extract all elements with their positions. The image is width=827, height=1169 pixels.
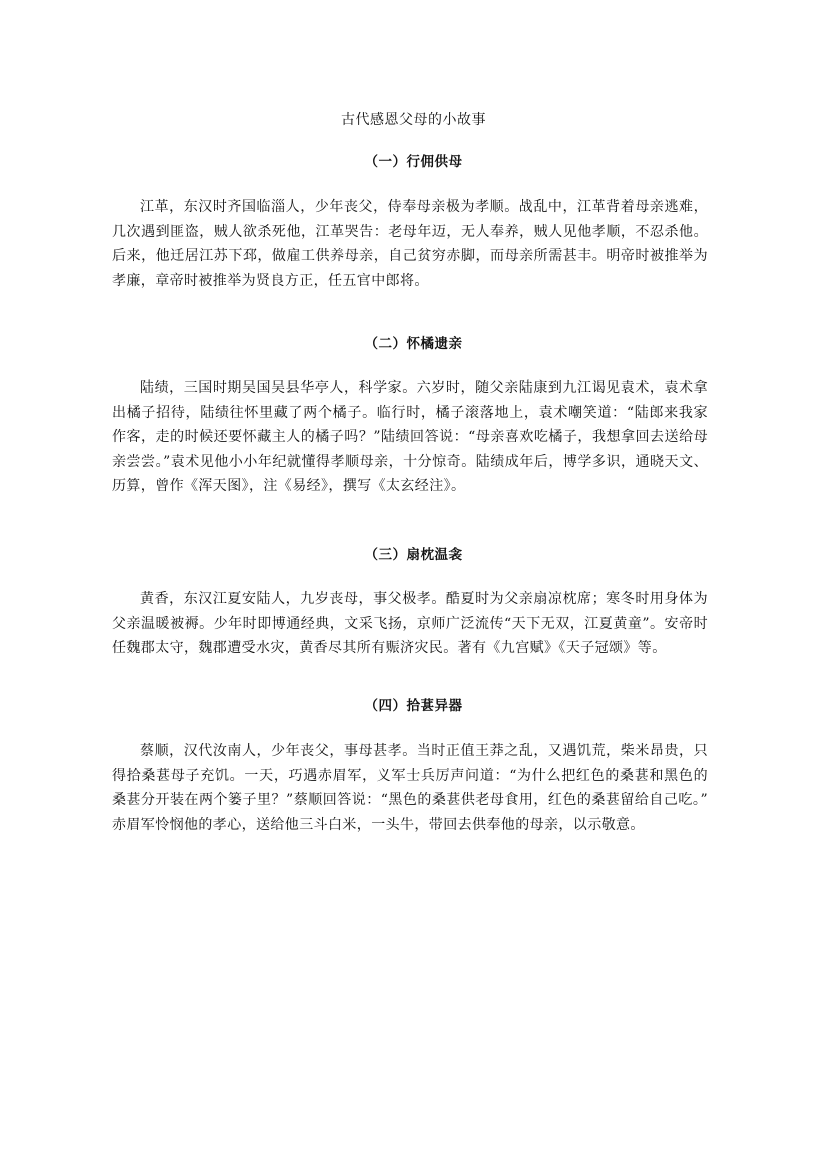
section-body-1: 江革，东汉时齐国临淄人，少年丧父，侍奉母亲极为孝顺。战乱中，江革背着母亲逃难，几次遇到匪盗，贼人欲杀死他，江革哭告：老母年迈，无人奉养，贼人见他孝顺，不忍杀他。后来，他迁居江苏下邳，做雇工供养母亲，自己贫穷赤脚，而母亲所需甚丰。明帝时被推举为孝廉，章帝时被推举为贤良方正，任五官中郎将。 [112,199,708,289]
section-body-4: 蔡顺，汉代汝南人，少年丧父，事母甚孝。当时正值王莽之乱，又遇饥荒，柴米昂贵，只得拾桑葚母子充饥。一天，巧遇赤眉军，义军士兵厉声问道：“为什么把红色的桑葚和黑色的桑葚分开装在两个篓子里？”蔡顺回答说：“黑色的桑葚供老母食用，红色的桑葚留给自己吃。” 赤眉军怜悯他的孝心，送给他三斗白米，一头牛，带回去供奉他的母亲，以示敬意。 [112,743,708,833]
section-heading-1: （一）行佣供母 [364,154,463,170]
section-heading-4: （四）拾葚异器 [364,698,463,714]
section-heading-3: （三）扇枕温衾 [364,547,463,563]
document-title: 古代感恩父母的小故事 [341,112,486,128]
section-heading-2: （二）怀橘遗亲 [364,336,463,352]
section-body-2: 陆绩，三国时期吴国吴县华亭人，科学家。六岁时，随父亲陆康到九江谒见袁术，袁术拿出橘子招待，陆绩往怀里藏了两个橘子。临行时，橘子滚落地上，袁术嘲笑道：“陆郎来我家作客，走的时候还要怀藏主人的橘子吗？”陆绩回答说：“母亲喜欢吃橘子，我想拿回去送给母亲尝尝。”袁术见他小小年纪就懂得孝顺母亲，十分惊奇。陆绩成年后，博学多识，通晓天文、历算，曾作《浑天图》，注《易经》，撰写《太玄经注》。 [112,380,708,494]
section-body-3: 黄香，东汉江夏安陆人，九岁丧母，事父极孝。酷夏时为父亲扇凉枕席；寒冬时用身体为父亲温暖被褥。少年时即博通经典，文采飞扬，京师广泛流传“天下无双，江夏黄童”。安帝时任魏郡太守，魏郡遭受水灾，黄香尽其所有赈济灾民。著有《九宫赋》《天子冠颂》等。 [112,591,708,656]
